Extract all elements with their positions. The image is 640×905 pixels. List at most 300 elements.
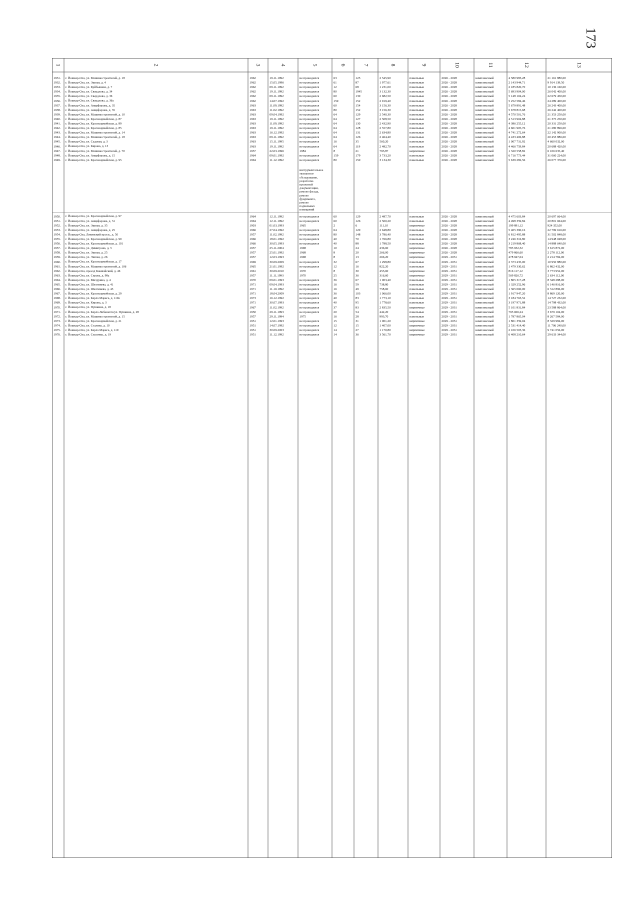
table-cell: 2026 - 2028 bbox=[441, 157, 457, 162]
table-cell: кирпичные bbox=[409, 273, 425, 278]
table-cell: 3 561,70 bbox=[379, 332, 391, 337]
table-cell: 1960. bbox=[53, 259, 61, 264]
table-cell: панельные bbox=[409, 144, 425, 149]
table-cell: 1963 bbox=[249, 130, 256, 135]
table-cell: 2 106 503,36 bbox=[508, 328, 526, 333]
table-cell: не проводился bbox=[299, 259, 320, 264]
table-cell: 125 bbox=[355, 76, 361, 81]
table-cell: 2 682,50 bbox=[379, 94, 391, 99]
table-cell: 80 bbox=[333, 232, 337, 237]
table-cell: 22 142 900,00 bbox=[547, 130, 566, 135]
table-cell: 8 bbox=[333, 250, 336, 255]
table-cell: 2029 - 2031 bbox=[441, 277, 457, 282]
table-cell: 27.04.1992 bbox=[269, 227, 284, 232]
table-cell: не проводился bbox=[299, 98, 320, 103]
table-cell: 2 634 112,00 bbox=[547, 273, 565, 278]
table-cell: 1935. bbox=[53, 94, 61, 99]
table-cell: 6 862 432,00 bbox=[547, 264, 565, 269]
table-cell: 2 143 944,71 bbox=[508, 80, 526, 85]
table-cell: комплексный bbox=[475, 300, 494, 305]
table-cell: 61 bbox=[333, 80, 337, 85]
table-cell: комплексный bbox=[475, 241, 494, 246]
table-cell: 2029 - 2031 bbox=[441, 328, 457, 333]
table-cell: г. Йошкар-Ола, ул. Карла Маркса, д. 119 bbox=[65, 327, 119, 332]
table-cell: 3 615 872,00 bbox=[547, 246, 565, 251]
table-cell: панельные bbox=[409, 237, 425, 242]
table-cell: г. Йошкар-Ола, ул. Анциферова, д. 15 bbox=[65, 153, 115, 158]
table-cell: комплексный bbox=[475, 94, 494, 99]
table-cell: 8 869 120,00 bbox=[547, 291, 565, 296]
table-cell: г. Йошкар-Ола, ул. Кирова, д. 3 bbox=[65, 300, 107, 305]
table-cell: 21 280 896,00 bbox=[547, 126, 566, 131]
table-cell: г. Йошкар-Ола, ул. Красноармейская, д. 29 bbox=[65, 291, 122, 296]
table-cell: 67 bbox=[355, 259, 359, 264]
table-cell: 1957 bbox=[249, 255, 256, 260]
table-cell: 2029 - 2031 bbox=[441, 332, 457, 337]
table-cell: 1974. bbox=[53, 323, 61, 328]
table-cell: 16 bbox=[355, 264, 359, 269]
table-cell: панельные bbox=[409, 103, 425, 108]
table-cell: не проводился bbox=[299, 89, 320, 94]
table-cell: панельные bbox=[409, 241, 425, 246]
table-cell: 09.11.1992 bbox=[269, 85, 284, 90]
table-cell: 11.10.1992 bbox=[269, 287, 284, 292]
table-cell: панельные bbox=[409, 153, 425, 158]
table-cell: 14 798 432,00 bbox=[547, 300, 566, 305]
table-cell: не проводился bbox=[299, 218, 320, 223]
table-cell: 24 bbox=[355, 246, 359, 251]
table-cell: 2026 - 2028 bbox=[441, 135, 457, 140]
table-cell: 16 bbox=[333, 139, 337, 144]
table-cell: г. Йошкар-Ола, ул. Красноармейская, д. 89 bbox=[65, 121, 122, 126]
table-cell: 14.07.1992 bbox=[269, 98, 284, 103]
table-cell: 1963 bbox=[249, 116, 256, 121]
table-cell: 2026 - 2028 bbox=[441, 76, 457, 81]
table-cell: 2026 - 2028 bbox=[441, 85, 457, 90]
table-cell: комплексный bbox=[475, 153, 494, 158]
table-cell: 6 408 210,64 bbox=[508, 332, 526, 337]
table-cell: кирпичные bbox=[409, 255, 425, 260]
table-cell: 1957 bbox=[249, 314, 256, 319]
register-table bbox=[52, 58, 612, 858]
table-cell: 31 502 848,00 bbox=[547, 232, 566, 237]
table-cell: 64 bbox=[333, 116, 337, 121]
page-number: 173 bbox=[582, 27, 598, 49]
table-cell: 2026 - 2028 bbox=[441, 237, 457, 242]
table-cell: 1965. bbox=[53, 282, 61, 287]
table-cell: 1 170,80 bbox=[379, 328, 391, 333]
table-cell: не проводился bbox=[299, 157, 320, 162]
table-cell: 29.11.1994 bbox=[269, 314, 284, 319]
table-cell: 9 914 139,50 bbox=[547, 80, 565, 85]
table-cell: 1976. bbox=[53, 332, 61, 337]
table-cell: 12 bbox=[333, 85, 337, 90]
table-cell: панельные bbox=[409, 300, 425, 305]
table-cell: 1950 bbox=[249, 309, 256, 314]
table-cell: 31 bbox=[355, 318, 359, 323]
table-cell: панельные bbox=[409, 296, 425, 301]
table-cell: 479 866,60 bbox=[508, 250, 523, 255]
table-cell: панельные bbox=[409, 94, 425, 99]
table-cell: 8 329 984,00 bbox=[547, 318, 565, 323]
table-cell: 80 bbox=[333, 107, 337, 112]
table-cell: 16 bbox=[333, 287, 337, 292]
table-cell: 2 835,50 bbox=[379, 305, 391, 310]
table-cell: 20 697 664,00 bbox=[547, 214, 566, 219]
table-cell: 442,20 bbox=[379, 309, 389, 314]
table-cell: 2 634,80 bbox=[379, 130, 391, 135]
table-cell: 148 bbox=[355, 232, 361, 237]
table-cell: 2026 - 2028 bbox=[441, 144, 457, 149]
table-cell: 816 117,12 bbox=[508, 268, 523, 273]
table-cell: 64 bbox=[333, 121, 337, 126]
table-cell: 560,20 bbox=[379, 139, 389, 144]
table-cell: 2026 - 2028 bbox=[441, 107, 457, 112]
table-cell: 1970 bbox=[299, 273, 306, 278]
table-cell: 12.01.1993 bbox=[269, 318, 284, 323]
table-cell: комплексный bbox=[475, 89, 494, 94]
table-cell: 5 101 831,84 bbox=[508, 305, 526, 310]
table-cell: 785 932,32 bbox=[508, 246, 523, 251]
table-cell: не проводился bbox=[299, 277, 320, 282]
table-cell: 21 353 250,00 bbox=[547, 112, 566, 117]
table-cell: 2026 - 2028 bbox=[441, 227, 457, 232]
table-cell: комплексный bbox=[475, 232, 494, 237]
table-cell: 2026 - 2028 bbox=[441, 148, 457, 153]
table-cell: 37 bbox=[333, 305, 337, 310]
table-cell: панельные bbox=[409, 287, 425, 292]
table-cell: не проводился bbox=[299, 296, 320, 301]
table-cell: панельные bbox=[409, 107, 425, 112]
table-cell: 24 289 400,00 bbox=[547, 98, 566, 103]
table-cell: 2 545,90 bbox=[379, 76, 391, 81]
table-cell: комплексный bbox=[475, 218, 494, 223]
table-cell: комплексный bbox=[475, 314, 494, 319]
table-cell: 3 246 316,80 bbox=[508, 237, 526, 242]
table-cell: 2 373 435,00 bbox=[508, 259, 526, 264]
table-cell: г. Йошкар-Ола, ул. Красноармейская, д. 99 bbox=[65, 236, 122, 241]
table-cell: 1951 bbox=[249, 318, 256, 323]
table-cell: 11.09.1992 bbox=[269, 121, 284, 126]
table-cell: панельные bbox=[409, 232, 425, 237]
table-cell: 795 606,24 bbox=[508, 309, 523, 314]
table-cell: 1958. bbox=[53, 250, 61, 255]
table-cell: 758,60 bbox=[379, 287, 389, 292]
table-cell: 1964 bbox=[249, 153, 256, 158]
table-cell: 2 432,90 bbox=[379, 121, 391, 126]
table-cell: 2026 - 2028 bbox=[441, 116, 457, 121]
table-cell: 21 375 250,00 bbox=[547, 116, 566, 121]
table-cell: 1 320 558,82 bbox=[508, 148, 526, 153]
table-cell: 3 184 763,52 bbox=[508, 296, 526, 301]
table-cell: г. Йошкар-Ола, ул. Красноармейская, д. 87 bbox=[65, 116, 122, 121]
table-cell: 1950. bbox=[53, 214, 61, 219]
table-cell: 2 508,50 bbox=[379, 116, 391, 121]
table-cell: 68 bbox=[355, 85, 359, 90]
table-cell: 12.03.1993 bbox=[269, 255, 284, 260]
table-cell: 2029 - 2031 bbox=[441, 291, 457, 296]
table-cell: 64 bbox=[333, 135, 337, 140]
table-cell: 1973. bbox=[53, 318, 61, 323]
table-cell: 19.11.1992 bbox=[269, 126, 284, 131]
table-cell: 1 329 252,96 bbox=[508, 282, 526, 287]
table-cell: 35 bbox=[355, 139, 359, 144]
table-cell: панельные bbox=[409, 135, 425, 140]
table-cell: 1940. bbox=[53, 116, 61, 121]
column-number: 13 bbox=[575, 62, 582, 68]
table-cell: 10 136 160,00 bbox=[547, 85, 566, 90]
column-number: 1 bbox=[54, 63, 61, 67]
table-cell: 40 bbox=[333, 300, 337, 305]
table-cell: 30.09.2009 bbox=[269, 259, 284, 264]
table-cell: 1966. bbox=[53, 287, 61, 292]
table-cell: 2026 - 2028 bbox=[441, 130, 457, 135]
table-cell: 83 bbox=[355, 296, 359, 301]
table-cell: 4 513 904,88 bbox=[508, 116, 526, 121]
table-cell: 2026 - 2028 bbox=[441, 126, 457, 131]
table-cell: 1984 bbox=[299, 148, 306, 153]
table-cell: 1951 bbox=[249, 323, 256, 328]
table-cell: 64 bbox=[333, 112, 337, 117]
table-cell: 8 bbox=[333, 268, 336, 273]
table-cell: не проводился bbox=[299, 112, 320, 117]
table-cell: 30.09.2003 bbox=[269, 328, 284, 333]
table-cell: 1962. bbox=[53, 268, 61, 273]
table-cell: комплексный bbox=[475, 328, 494, 333]
table-cell: 29 633 344,00 bbox=[547, 332, 566, 337]
table-cell: 21.01.1992 bbox=[269, 264, 284, 269]
table-cell: 738,80 bbox=[379, 282, 389, 287]
table-cell: 1945. bbox=[53, 139, 61, 144]
table-cell: 19.11.1992 bbox=[269, 89, 284, 94]
table-cell: 12.11.1992 bbox=[269, 214, 284, 219]
table-cell: 126 bbox=[355, 218, 361, 223]
table-cell: комплексный bbox=[475, 318, 494, 323]
table-cell: г. Йошкар-Ола, ул. Свердлова, д. 36 bbox=[65, 94, 113, 99]
table-row bbox=[54, 332, 567, 338]
table-cell: 2026 - 2028 bbox=[441, 89, 457, 94]
table-cell: комплексный bbox=[475, 76, 494, 81]
table-cell: 1970 bbox=[299, 268, 306, 273]
table-cell: 30 bbox=[355, 268, 359, 273]
table-cell: г. Йошкар-Ола, ул. Шелгинева, д. 41 bbox=[65, 282, 114, 287]
table-cell: 15.11.1995 bbox=[269, 139, 284, 144]
table-cell: кирпичные bbox=[409, 323, 425, 328]
table-cell: 09.11.1992 bbox=[269, 94, 284, 99]
table-cell: 1963 bbox=[249, 103, 256, 108]
table-cell: 1971 bbox=[249, 300, 256, 305]
table-cell: 266,20 bbox=[379, 255, 389, 260]
table-cell: 11.02.1992 bbox=[269, 232, 284, 237]
table-cell: 20 688 420,00 bbox=[547, 144, 566, 149]
table-cell: 30.05.1993 bbox=[269, 241, 284, 246]
table-cell: комплексный bbox=[475, 126, 494, 131]
table-cell: г. Йошкар-Ола, Ленинский просп., д. 50 bbox=[65, 232, 119, 237]
table-cell: кирпичные bbox=[409, 148, 425, 153]
table-cell: комплексный bbox=[475, 305, 494, 310]
table-cell: 4 580 983,28 bbox=[508, 76, 526, 81]
table-cell: 1 787 865,04 bbox=[508, 314, 526, 319]
table-cell: 5 693 904,00 bbox=[508, 89, 526, 94]
table-cell: панельные bbox=[409, 264, 425, 269]
table-cell: не проводился bbox=[299, 103, 320, 108]
table-cell: 64 bbox=[333, 130, 337, 135]
column-number: 7 bbox=[362, 63, 369, 67]
table-cell: комплексный bbox=[475, 296, 494, 301]
table-cell: 1964 bbox=[249, 218, 256, 223]
table-cell: 1 066,00 bbox=[379, 291, 391, 296]
table-cell: 436,60 bbox=[379, 246, 389, 251]
table-cell: 1943. bbox=[53, 130, 61, 135]
table-cell: 1944. bbox=[53, 135, 61, 140]
table-cell: 1962 bbox=[249, 80, 256, 85]
table-cell: 1 788,50 bbox=[379, 241, 391, 246]
table-cell: комплексный bbox=[475, 85, 494, 90]
table-cell: не проводился bbox=[299, 264, 320, 269]
table-cell: 453,60 bbox=[379, 268, 389, 273]
table-cell: 1 778,60 bbox=[379, 300, 391, 305]
table-cell: 20 453 886,00 bbox=[547, 135, 566, 140]
table-cell: 1955. bbox=[53, 237, 61, 242]
table-cell: 14 948 048,00 bbox=[547, 237, 566, 242]
table-cell: 6 312 896,00 bbox=[547, 287, 565, 292]
table-cell: не проводился bbox=[299, 144, 320, 149]
table-cell: г. Йошкар-Ола, ул. Сталина, д. 10 bbox=[65, 323, 110, 328]
table-cell: 36 bbox=[333, 291, 337, 296]
table-cell: 1945 bbox=[355, 89, 362, 94]
table-cell: 130 bbox=[355, 94, 361, 99]
table-cell: не проводился bbox=[299, 282, 320, 287]
table-cell: 1 365 060,00 bbox=[508, 287, 526, 292]
table-cell: 1 805 317,28 bbox=[508, 277, 526, 282]
table-cell: не проводился bbox=[299, 237, 320, 242]
table-cell: 2 487,70 bbox=[379, 214, 391, 219]
table-cell: панельные bbox=[409, 139, 425, 144]
table-cell: г. Йошкар-Ола, ул. Красноармейская, д. 95 bbox=[65, 157, 122, 162]
table-cell: 1953. bbox=[53, 227, 61, 232]
table-cell: 2029 - 2031 bbox=[441, 268, 457, 273]
table-cell: 3 679 104,00 bbox=[547, 309, 565, 314]
table-cell: панельные bbox=[409, 314, 425, 319]
table-cell: 60 bbox=[333, 103, 337, 108]
table-cell: 5 639 282,56 bbox=[508, 157, 526, 162]
table-cell: 1952. bbox=[53, 223, 61, 228]
table-cell: 2026 - 2028 bbox=[441, 112, 457, 117]
table-cell: 80 bbox=[333, 89, 337, 94]
table-cell: не проводился bbox=[299, 318, 320, 323]
table-cell: кирпичные bbox=[409, 318, 425, 323]
table-cell: 4 741 272,64 bbox=[508, 130, 526, 135]
table-cell: 129 bbox=[355, 214, 361, 219]
table-cell: не проводился bbox=[299, 328, 320, 333]
table-cell: 1 917 947,20 bbox=[508, 291, 526, 296]
table-cell: 4 386 255,12 bbox=[508, 121, 526, 126]
table-cell: 2026 - 2028 bbox=[441, 103, 457, 108]
table-cell: 28 bbox=[355, 314, 359, 319]
table-cell: г. Йошкар-Ола, ул. Машиностроителей, д. 106 bbox=[65, 264, 127, 269]
table-cell: 2026 - 2028 bbox=[441, 80, 457, 85]
table-cell: г. Йошкар-Ола, ул. Красноармейская, д. 21 bbox=[65, 318, 122, 323]
table-cell: 1964 bbox=[249, 157, 256, 162]
table-cell: 1 001,20 bbox=[379, 318, 391, 323]
table-cell: 1942. bbox=[53, 126, 61, 131]
table-cell: комплексный bbox=[475, 309, 494, 314]
table-cell: 1903 bbox=[249, 223, 256, 228]
table-cell: комплексный bbox=[475, 282, 494, 287]
table-cell: 14 727 232,00 bbox=[547, 296, 566, 301]
table-cell: 5 405 390,16 bbox=[508, 227, 526, 232]
table-cell: 1 977,61 bbox=[379, 80, 391, 85]
table-cell: г. Йошкар-Ола, ул. Свердлова, д. 36а bbox=[65, 98, 114, 103]
table-cell: 09.01.1992 bbox=[269, 153, 284, 158]
table-cell: комплексный bbox=[475, 259, 494, 264]
table-cell: 1968. bbox=[53, 296, 61, 301]
table-cell: панельные bbox=[409, 116, 425, 121]
table-cell: панельные bbox=[409, 277, 425, 282]
table-cell: комплексный bbox=[475, 144, 494, 149]
table-cell: 22 679 450,00 bbox=[547, 94, 566, 99]
table-cell: 2 500,20 bbox=[379, 218, 391, 223]
table-cell: 1957 bbox=[249, 232, 256, 237]
table-cell: 6 bbox=[355, 223, 358, 228]
table-cell: 70 bbox=[355, 237, 359, 242]
table-cell: г. Йошкар-Ола, ул. Красноармейская, д. 17 bbox=[65, 259, 122, 264]
table-cell: 1968 bbox=[299, 255, 306, 260]
table-cell: 1933. bbox=[53, 85, 61, 90]
table-cell: 88 bbox=[355, 241, 359, 246]
table-cell: 2026 - 2028 bbox=[441, 250, 457, 255]
table-cell: не проводился bbox=[299, 227, 320, 232]
column-number: 11 bbox=[487, 62, 494, 68]
table-cell: 87 bbox=[355, 80, 359, 85]
table-cell: 2029 - 2031 bbox=[441, 264, 457, 269]
column-number: 3 bbox=[254, 63, 261, 67]
table-cell: комплексный bbox=[475, 157, 494, 162]
table-cell: 11.12.1992 bbox=[269, 332, 284, 337]
table-cell: 1951 bbox=[249, 328, 256, 333]
table-cell: 1 773,10 bbox=[379, 296, 391, 301]
table-cell: 18.04.2009 bbox=[269, 291, 284, 296]
table-cell: 25 bbox=[333, 273, 337, 278]
table-cell: г. Йошкар-Ола, ул. Спасенко, д. 19 bbox=[65, 332, 111, 337]
table-cell: г. Йошкар-Ола, ул. Красноармейская, д. 85 bbox=[65, 126, 122, 131]
table-cell: 1962 bbox=[249, 85, 256, 90]
table-cell: 14 bbox=[333, 328, 337, 333]
table-cell: 14 888 640,00 bbox=[547, 241, 566, 246]
table-cell: 2 464,40 bbox=[379, 135, 391, 140]
table-cell: 54 bbox=[355, 309, 359, 314]
table-cell: 1971 bbox=[249, 291, 256, 296]
table-cell: 19.11.1992 bbox=[269, 116, 284, 121]
table-cell: не проводился bbox=[299, 323, 320, 328]
table-cell: панельные bbox=[409, 157, 425, 162]
table-cell: г. Йошкар-Ола, ул. Анциферова, д. 35 bbox=[65, 103, 115, 108]
table-cell: не проводился bbox=[299, 309, 320, 314]
table-cell: 1931. bbox=[53, 76, 61, 81]
table-cell: комплексный bbox=[475, 214, 494, 219]
table-cell: комплексный bbox=[475, 135, 494, 140]
column-number: 12 bbox=[523, 62, 530, 68]
table-cell: 152 bbox=[355, 107, 361, 112]
table-cell: 19.11.1992 bbox=[269, 144, 284, 149]
table-cell: 1937. bbox=[53, 103, 61, 108]
table-cell: 2026 - 2028 bbox=[441, 218, 457, 223]
table-cell: г. Йошкар-Ола, ул. Анциферова, д. 31 bbox=[65, 218, 115, 223]
table-cell: 2 185 820,70 bbox=[508, 85, 526, 90]
table-cell: 2 919,40 bbox=[379, 98, 391, 103]
table-cell: не проводился bbox=[299, 300, 320, 305]
table-cell: г. Йошкар-Ола, ул. Анциферова, д. 25 bbox=[65, 227, 115, 232]
